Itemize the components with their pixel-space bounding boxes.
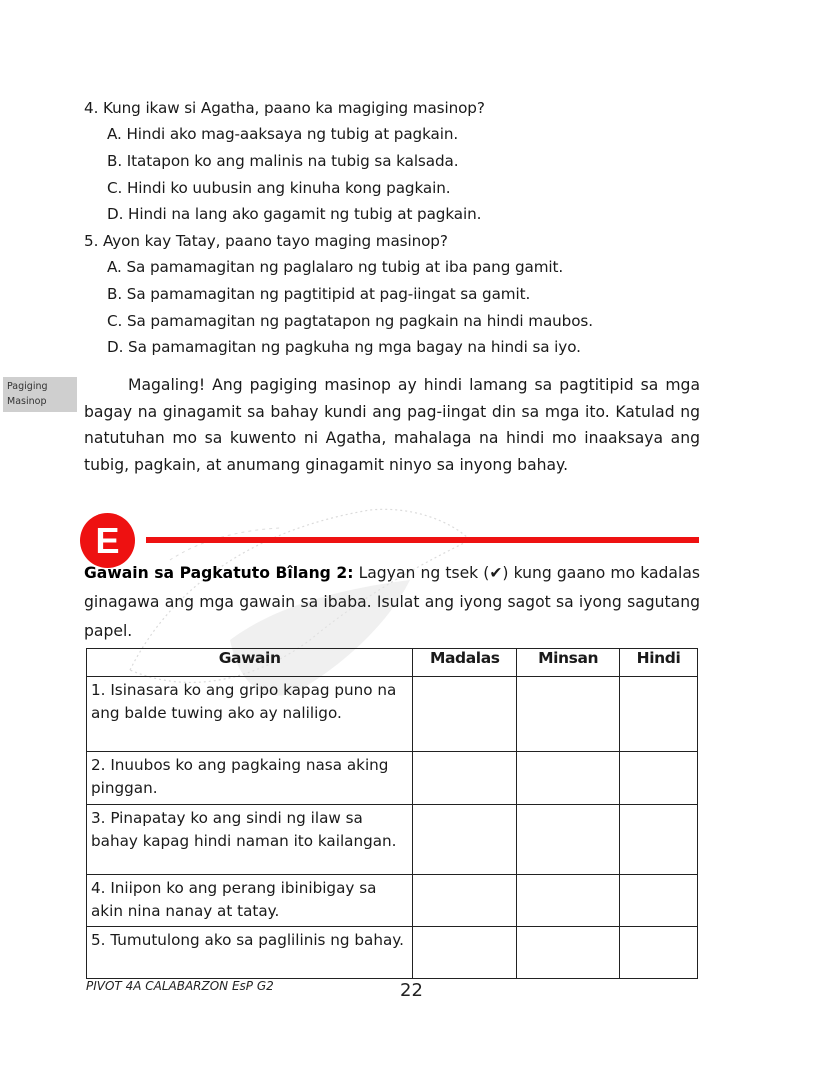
question-4-option-a: A. Hindi ako mag-aaksaya ng tubig at pagkain. [107, 125, 459, 143]
row-3-hindi-cell[interactable] [620, 805, 698, 875]
header-hindi: Hindi [620, 649, 698, 677]
activity-table [86, 648, 698, 979]
table-row [87, 875, 698, 927]
table-row [87, 927, 698, 979]
question-5-option-c: C. Sa pamamagitan ng pagtatapon ng pagkain na hindi maubos. [107, 312, 593, 330]
side-tab-label [3, 377, 77, 412]
row-1-gawain: 1. Isinasara ko ang gripo kapag puno na ang balde tuwing ako ay naliligo. [87, 677, 413, 752]
row-1-hindi-cell[interactable] [620, 677, 698, 752]
row-2-gawain: 2. Inuubos ko ang pagkaing nasa aking pinggan. [87, 752, 413, 805]
row-5-hindi-cell[interactable] [620, 927, 698, 979]
row-1-minsan-cell[interactable] [517, 677, 620, 752]
question-5-option-b: B. Sa pamamagitan ng pagtitipid at pag-iingat sa gamit. [107, 285, 531, 303]
header-minsan: Minsan [517, 649, 620, 677]
row-2-hindi-cell[interactable] [620, 752, 698, 805]
activity-title: Gawain sa Pagkatuto Bîlang 2: [84, 564, 354, 582]
table-row [87, 677, 698, 752]
row-5-madalas-cell[interactable] [413, 927, 517, 979]
section-divider [146, 537, 699, 543]
question-5-option-d: D. Sa pamamagitan ng pagkuha ng mga bagay na hindi sa iyo. [107, 338, 581, 356]
section-badge: E [80, 513, 135, 568]
row-3-minsan-cell[interactable] [517, 805, 620, 875]
table-row [87, 805, 698, 875]
row-3-gawain: 3. Pinapatay ko ang sindi ng ilaw sa bahay kapag hindi naman ito kailangan. [87, 805, 413, 875]
activity-instructions [84, 559, 700, 646]
row-2-madalas-cell[interactable] [413, 752, 517, 805]
table-row [87, 752, 698, 805]
row-4-minsan-cell[interactable] [517, 875, 620, 927]
side-tab-line-1: Pagiging [7, 381, 48, 392]
header-madalas: Madalas [413, 649, 517, 677]
row-4-madalas-cell[interactable] [413, 875, 517, 927]
row-5-gawain: 5. Tumutulong ako sa paglilinis ng bahay. [87, 927, 413, 979]
row-4-gawain: 4. Iniipon ko ang perang ibinibigay sa akin nina nanay at tatay. [87, 875, 413, 927]
row-4-hindi-cell[interactable] [620, 875, 698, 927]
table-header-row [87, 649, 698, 677]
row-3-madalas-cell[interactable] [413, 805, 517, 875]
row-1-madalas-cell[interactable] [413, 677, 517, 752]
question-4-option-c: C. Hindi ko uubusin ang kinuha kong pagkain. [107, 179, 451, 197]
question-5-option-a: A. Sa pamamagitan ng paglalaro ng tubig at iba pang gamit. [107, 258, 564, 276]
row-5-minsan-cell[interactable] [517, 927, 620, 979]
side-tab-line-2: Masinop [7, 396, 47, 407]
footer-module-label: PIVOT 4A CALABARZON EsP G2 [86, 979, 274, 993]
question-4-option-b: B. Itatapon ko ang malinis na tubig sa kalsada. [107, 152, 459, 170]
page-number: 22 [400, 980, 423, 1001]
header-gawain: Gawain [87, 649, 413, 677]
question-5-prompt: 5. Ayon kay Tatay, paano tayo maging masinop? [84, 232, 448, 250]
row-2-minsan-cell[interactable] [517, 752, 620, 805]
summary-paragraph [84, 372, 700, 478]
summary-text: Magaling! Ang pagiging masinop ay hindi lamang sa pagtitipid sa mga bagay na ginagamit sa bahay kundi ang pag-iingat din sa mga ito. Katulad ng natutuhan mo sa kuwento ni Agatha, mahalaga na hindi mo inaaksaya ang tubig, pagkain, at anumang ginagamit ninyo sa inyong bahay. [84, 376, 700, 474]
activity-instruction-body: Lagyan ng tsek (✔) kung gaano mo kadalas ginagawa ang mga gawain sa ibaba. Isulat ang iyong sagot sa iyong sagutang papel. [84, 564, 700, 640]
question-4-option-d: D. Hindi na lang ako gagamit ng tubig at pagkain. [107, 205, 482, 223]
question-4-prompt: 4. Kung ikaw si Agatha, paano ka magiging masinop? [84, 99, 485, 117]
